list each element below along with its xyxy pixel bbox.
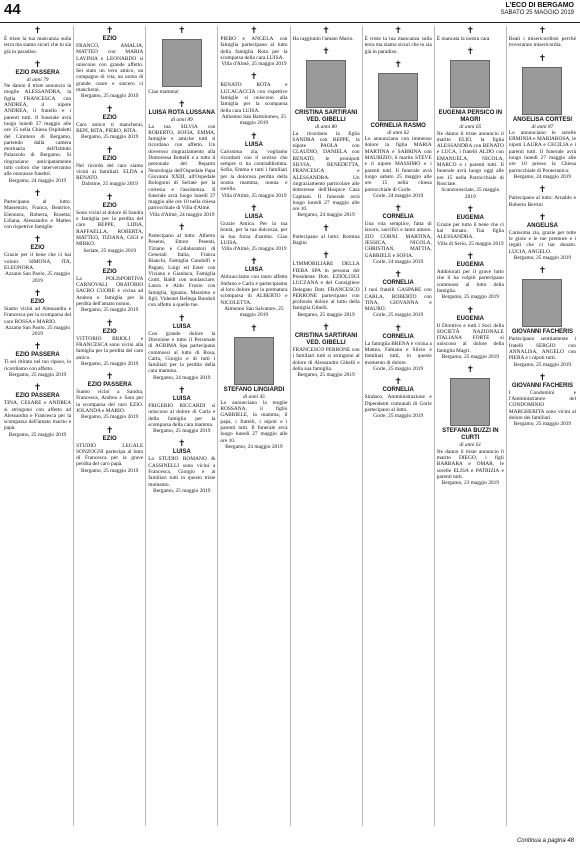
deceased-name: LUISA <box>172 395 191 402</box>
place-date: Bergamo, 24 maggio 2019 <box>8 177 67 184</box>
notice-text: Partecipano al lutto: Arnaldo e Roberto Berrini <box>508 195 576 208</box>
age-note: di anni 89 <box>170 117 193 124</box>
deceased-name: LUISA ROTA LUSSANA <box>148 110 216 117</box>
cross-icon: ✝ <box>538 212 547 223</box>
deceased-name: EUGENIA <box>456 262 484 269</box>
age-note: di anni 80 <box>315 124 337 131</box>
obituary-notice <box>437 365 504 488</box>
deceased-name: CRISTINA SARTIRANI VED. GIBELLI <box>294 333 358 347</box>
notice-text: Ti sei ritirato nel tuo riposo, lo ricordiamo con affetto. <box>4 359 72 372</box>
place-date: Villa d'Almè, 25 maggio 2019 <box>221 246 287 253</box>
cross-icon: ✝ <box>466 365 475 376</box>
notice-text: Lo annunciano le sorelle ERMINIA e MARIAROSA, le nipoti LAURA e CECILIA e i parenti tutti. Il funerale avrà luogo lunedì 27 maggio alle ore 10 presso la Chiesa parrocchiale di Ponteranica. <box>508 129 576 174</box>
deceased-name: LUISA <box>244 141 263 148</box>
deceased-name: EUGENIA <box>456 214 484 221</box>
obituary-notice <box>220 257 287 320</box>
notice-text: L'IMMOBILIARE DELLA FIERA SPA in persona del Presidente Dott. EZIOLUIGI LUCZANA e del Consigliere Delegato Dott. FRANCESCO PERRONE partecipano con profondo dolore al lutto della famiglia Gibelli. <box>292 261 360 312</box>
deceased-name: ANGELISA <box>526 222 558 229</box>
obituary-notice <box>365 377 432 421</box>
cross-icon: ✝ <box>250 323 258 334</box>
age-note: di anni 61 <box>459 442 482 449</box>
cross-icon: ✝ <box>250 203 258 214</box>
place-date: Bergamo, 24 maggio 2019 <box>297 212 355 219</box>
place-date: Bergamo, 25 maggio 2019 <box>513 361 572 368</box>
portrait-photo <box>378 73 418 121</box>
notice-text: Lo STUDIO ROMANO & CASSINELLI sono vicini a Francesca, Giorgio e ai familiari tutti in questo triste momento. <box>148 456 216 488</box>
notice-text: Partecipano al lutto: Alberto Pesenti, Ettore Pesenti, Tiziano e Collaboratori di Generali Italia, Franca Bianchi, Famiglia Gandolfi e Pagani, Luigi ed Ester con Viviana e Gianluca, Famiglia Gotti, Baldi con nonlasciare, Laura e Aldo Frosio con famiglia, Ignazio, Massimo e figli, Videotel Bellega Bondoli con affetto a quelle tue. <box>148 233 216 309</box>
notice-text: Ne danno il triste annuncio il marito DIEGO, i figli BARBARA e OMAR, le sorelle ELISA e PATRIZIA e parenti tutti. <box>436 448 504 480</box>
obituary-notice <box>220 72 287 128</box>
notice-text: Ha raggiunto l'amato Mario. <box>292 36 354 42</box>
place-date: Villa d'Almè, 25 maggio 2019 <box>221 61 287 68</box>
place-date: Gorle, 24 maggio 2019 <box>373 192 424 199</box>
obituary-notice <box>148 26 215 97</box>
portrait-photo <box>162 39 202 87</box>
cross-icon: ✝ <box>178 313 186 324</box>
place-date: Scanzorosciate, 25 maggio 2019 <box>441 187 500 200</box>
cross-icon: ✝ <box>466 26 475 36</box>
obituary-notice <box>365 270 432 320</box>
obituary-notice <box>4 235 71 285</box>
portrait-photo <box>522 67 562 115</box>
deceased-name: EZIO <box>30 298 45 305</box>
obituary-notice <box>365 204 432 267</box>
obituary-notice <box>293 323 360 380</box>
notice-text: Una vita semplice, fatta di lavoro, sacrifici e tanto amore. ZIO CORNI. MARTINA, JESSICA, NICOLA, CHRISTIAN, MATTIA, GABRIELE e SOFIA. <box>364 221 432 259</box>
notice-text: Grazie per il bene che ci hai voluto: SIMONA, ITA, ELEONORA. <box>4 252 72 272</box>
notice-text: FRANCESCO PERRONE con i familiari tutti si stringono al dolore di Alessandro Gibelli e della sua famiglia. <box>292 347 360 372</box>
obituary-notice <box>148 439 215 496</box>
notice-text: Sono vicini al dolore di Sandra e famiglia per la perdita del caro BEPPE, LIDIA, RAFFAELLA, ROBERTA, MATTEO, TIZIANA, GIGI e MIRKO. <box>76 209 144 248</box>
notice-text: La ricordano la figlia SANDRA con BEPPE, la nipote PAOLA con CLAUDIO, DANIELA con RENATO, le pronipoti SILVIA, BENEDETTA, FRANCESCA e ALESSANDRA. Un ringraziamento particolare alle dottoresse dell'Hospice Casa Capitani. Il funerale avrà luogo lunedì 27 maggio alle ore 10. <box>292 130 360 213</box>
place-date: Bergamo, 23 maggio 2019 <box>441 480 500 487</box>
obituary-notice <box>76 259 143 316</box>
obituary-notice <box>220 26 287 69</box>
deceased-name: LUISA <box>172 323 191 330</box>
cross-icon: ✝ <box>105 425 114 436</box>
obituary-columns <box>2 26 578 826</box>
notice-text: VITTORIO BRIOLI e FRANCESCA sono vicini alla famiglia per la perdita del caro amico. <box>76 335 144 361</box>
age-note: di anni 79 <box>26 76 49 83</box>
deceased-name: STEFANO LINGIARDI <box>223 386 285 393</box>
place-date: Bergamo, 24 maggio 2019 <box>513 173 572 180</box>
notice-text: Ne danno il triste annuncio il marito ELIO, la figlia ALESSANDRA con RENATO e LUCA, i fratelli ALDO con EMANUELA, NICOLA, MARCO e i parenti tutti. Il funerale avrà luogo oggi alle ore 15 nella Parrocchiale di Rosciate. <box>436 130 504 187</box>
cross-icon: ✝ <box>33 188 42 199</box>
notice-text: Carissima zia, vogliamo ricordarti con il sorriso che sempre ti ha contraddistinta. Sofia, Emma e tutti i familiari per la dolorosa perdita della nostra mamma, nonna e sorella. <box>220 148 288 193</box>
cross-icon: ✝ <box>322 323 330 334</box>
cross-icon: ✝ <box>33 235 42 246</box>
notice-text: È triste la tua mancanza sulla terra ma siamo sicuri che tu sia già in paradiso. <box>4 36 72 55</box>
place-date: Bergamo, 25 maggio 2019 <box>80 360 139 367</box>
deceased-name: EZIO <box>102 155 117 162</box>
place-date: Bergamo, 25 maggio 2019 <box>513 255 572 262</box>
obituary-notice <box>365 324 432 374</box>
obituary-notice <box>148 314 215 383</box>
obituary-notice <box>293 47 360 220</box>
deceased-name: LUISA <box>244 213 263 220</box>
place-date: Bergamo, 25 maggio 2019 <box>80 414 139 421</box>
cross-icon: ✝ <box>178 223 186 234</box>
notice-text: Partecipano al lutto: Massenzio, Franca, Beatrice, Eleonora, Roberta, Rosetta; Liliana, Alessandro e Matteo con rispettive famiglie <box>4 198 72 231</box>
cross-icon: ✝ <box>250 131 258 142</box>
obituary-notice <box>148 386 215 436</box>
deceased-name: STEFANIA BUZZI IN CURTI <box>442 428 499 442</box>
obituary-notice <box>509 373 576 430</box>
notice-text: I Condomini e l'Amministratore del CONDOMINIO MARGHERITA sono vicini al dolore dei familiari. <box>508 389 576 422</box>
cross-icon: ✝ <box>538 372 547 383</box>
cross-icon: ✝ <box>33 288 42 299</box>
cross-icon: ✝ <box>466 252 475 263</box>
cross-icon: ✝ <box>178 385 186 396</box>
cross-icon: ✝ <box>105 192 114 203</box>
notice-text: Grazie Amica. Per la tua bontà, per la tua dolcezza, per la tua forza d'animo. Ciao LUISA. <box>220 220 288 246</box>
cross-icon: ✝ <box>538 185 547 196</box>
obituary-notice <box>4 26 71 57</box>
obituary-notice <box>76 26 143 102</box>
cross-icon: ✝ <box>33 342 42 353</box>
deceased-name: GIOVANNI FACHERIS <box>511 329 574 336</box>
obituary-notice <box>365 60 432 201</box>
deceased-name: EZIO <box>102 36 117 42</box>
age-note: di anni 87 <box>531 123 554 130</box>
obituary-notice <box>293 251 360 320</box>
notice-text: Siamo vicini a Sandra, Francesca, Andrea e Sara per la scomparsa del caro EZIO. JOLANDA e MARIO. <box>76 389 144 414</box>
place-date: Bergamo, 25 maggio 2019 <box>80 93 139 100</box>
page-header <box>0 0 580 23</box>
place-date: Gorle, 24 maggio 2019 <box>373 258 424 265</box>
age-note: di anni 45 <box>243 393 265 400</box>
cross-icon: ✝ <box>394 377 402 388</box>
cross-icon: ✝ <box>105 145 114 156</box>
age-note: di anni 62 <box>387 129 410 136</box>
obituary-notice <box>4 189 71 232</box>
obituary-notice <box>76 319 143 369</box>
deceased-name: CORNELIA <box>382 214 414 221</box>
notice-text: STUDIO LEGALE SONZOGNI partecipa al lutto di Francesca per la grave perdita del caro papà. <box>76 442 144 468</box>
cross-icon: ✝ <box>250 72 258 83</box>
place-date: Bergamo, 25 maggio 2019 <box>441 354 500 361</box>
cross-icon: ✝ <box>178 100 186 111</box>
notice-text: La POLISPORTIVA CARNOVALI ORATORIO SACRO CUORE è vicina ad Andrea e famiglia per la perdita dell'amato nonno. <box>76 275 144 308</box>
place-date: Seriate, 25 maggio 2019 <box>83 247 137 254</box>
obituary-notice <box>509 266 576 369</box>
place-date: Bergamo, 25 maggio 2019 <box>80 467 139 474</box>
obituary-column <box>74 26 146 826</box>
notice-text: Caro amico ti mancherai, BEPI, RITA, PIERO, RITA. <box>76 121 144 134</box>
obituary-notice <box>4 60 71 186</box>
deceased-name: EZIO <box>102 268 117 275</box>
notice-text: Sindaco, Amministrazione e Dipendenti comunali di Gorle partecipano al lutto. <box>364 394 432 413</box>
place-date: Villa d'Almè, 24 maggio 2019 <box>149 211 215 218</box>
cross-icon: ✝ <box>394 204 402 215</box>
notice-text: Siamo vicini ad Alessandra e Francesca per la scomparsa del caro ROSSA e MARIO. <box>4 305 72 325</box>
notice-text: TINA, CESARE e ANDREA si stringono con affetto ad Alessandra e Francesca per la scomparsa dell'amato marito e papà. <box>4 400 72 432</box>
place-date: Azzano San Paolo, 25 maggio 2019 <box>5 324 71 338</box>
continued-note: Continua a pagina 48 <box>516 838 574 844</box>
place-date: Almenno San Bartolomeo, 25 maggio 2019 <box>221 113 287 127</box>
portrait-photo <box>306 60 346 108</box>
notice-text: FRIGERIO RICCARDI si uniscono al dolore di Carla e della famiglia per la scomparsa della cara mamma. <box>148 402 216 428</box>
cross-icon: ✝ <box>466 204 475 215</box>
obituary-notice <box>437 205 504 249</box>
deceased-name: CORNELIA <box>382 387 414 394</box>
place-date: Bergamo, 25 maggio 2019 <box>8 371 67 378</box>
deceased-name: LUISA <box>244 267 263 274</box>
deceased-name: EUGENIA <box>456 315 484 322</box>
cross-icon: ✝ <box>250 26 258 36</box>
obituary-notice <box>76 105 143 143</box>
notice-text: Grazie per tutto il bene che ci hai donato. Tua figlia ALESSANDRA. <box>436 221 504 241</box>
notice-text: Con grande dolore la Direzione e tutto il Personale di AGRIMA Spa partecipano commossi al lutto di Rosa, Carla, Giorgio e di tutti i familiari per la perdita della cara mamma. <box>148 330 216 375</box>
cross-icon: ✝ <box>394 59 402 70</box>
notice-text: Abbracciamo con tanto affetto Stefano e Carla e partecipiamo al loro dolore per la prematura scomparsa di ALBERTO e NICOLETTA. <box>220 274 288 306</box>
deceased-name: EUGENIA PERSICO IN MAGRI <box>438 110 503 124</box>
obituary-notice <box>437 306 504 363</box>
deceased-name: CORNELIA <box>382 333 414 340</box>
deceased-name: CORNELIA <box>382 280 414 287</box>
obituary-notice <box>4 383 71 440</box>
place-date: Bergamo, 25 maggio 2019 <box>297 311 355 318</box>
portrait-photo <box>450 378 490 426</box>
notice-text: Partecipano al lutto: Romina Bagini <box>292 233 360 247</box>
cross-icon: ✝ <box>178 26 186 36</box>
obituary-notice <box>509 54 576 183</box>
place-date: Dalmine, 25 maggio 2019 <box>81 181 138 188</box>
obituary-notice <box>220 324 287 453</box>
place-date: Bergamo, 25 maggio 2019 <box>441 294 500 301</box>
cross-icon: ✝ <box>322 26 330 36</box>
cross-icon: ✝ <box>33 383 42 394</box>
cross-icon: ✝ <box>538 266 547 277</box>
deceased-name: EZIO <box>30 245 45 252</box>
place-date: Azzano San Paolo, 25 maggio 2019 <box>5 271 71 284</box>
place-date: Villa di Serio, 25 maggio 2019 <box>437 240 504 247</box>
cross-icon: ✝ <box>394 270 402 281</box>
place-date: Villa d'Almè, 25 maggio 2019 <box>221 192 287 199</box>
place-date: Bergamo, 25 maggio 2019 <box>153 487 211 494</box>
obituary-notice <box>509 213 576 263</box>
obituary-column <box>2 26 74 826</box>
notice-text: Lo annunciano con immenso dolore la figlia MARIA MARTINA e SABRINA con MAURIZIO, il marito STEVE e il nipote MASSIMO e i parenti tutti. Il funerale avrà luogo sabato 25 maggio alle ore 15 nella chiesa parrocchiale di Gorle. <box>364 136 432 193</box>
deceased-name: EZIO PASSERA <box>87 382 132 389</box>
place-date: Bergamo, 25 maggio 2019 <box>8 431 67 438</box>
deceased-name: EZIO PASSERA <box>15 69 60 76</box>
deceased-name: EZIO <box>102 114 117 121</box>
obituary-notice <box>437 26 504 44</box>
deceased-name: EZIO PASSERA <box>15 352 60 359</box>
cross-icon: ✝ <box>105 372 114 383</box>
obituary-notice <box>437 47 504 202</box>
cross-icon: ✝ <box>466 305 475 316</box>
publication-name: L'ECO DI BERGAMO <box>505 2 574 9</box>
place-date: Gorle, 25 maggio 2019 <box>373 413 424 420</box>
deceased-name: CORNELIA RASMO <box>370 122 426 129</box>
notice-text: PIERO e ANGELA con famiglia partecipano al lutto della famiglia Rota per la scomparsa della cara LUISA. <box>220 36 288 61</box>
obituary-notice <box>76 372 143 422</box>
cross-icon: ✝ <box>33 59 42 70</box>
obituary-notice <box>148 223 215 311</box>
page-number: 44 <box>4 1 21 18</box>
cross-icon: ✝ <box>394 26 402 36</box>
cross-icon: ✝ <box>105 258 114 269</box>
notice-text: La tua SILVIA con ROBERTO, SOFIA, EMMA, famiglie e amiche tutti ti ricordano con affetto. Un doveroso ringraziamento alla Dottoressa Bottelli e a tutto il personale del Reparto Neurologia dell'Ospedale Papa Giovanni XXIII, all'Ospedale Bolognini di Seriate per la cortesia e l'assistenza. Il funerale avrà luogo lunedì 27 maggio alle ore 10 nella chiesa parrocchiale di Villa d'Almè. <box>148 123 216 212</box>
obituary-column <box>363 26 435 826</box>
obituary-column <box>218 26 290 826</box>
notice-text: Beati i misericordiosi perché troveranno misericordia. <box>508 36 576 49</box>
obituary-notice <box>509 185 576 210</box>
deceased-name: EZIO PASSERA <box>15 393 60 400</box>
obituary-notice <box>76 426 143 476</box>
place-date: Bergamo, 25 maggio 2019 <box>297 372 355 379</box>
cross-icon: ✝ <box>33 26 42 36</box>
portrait-photo <box>522 279 562 327</box>
obituary-notice <box>293 26 360 44</box>
cross-icon: ✝ <box>538 53 547 64</box>
notice-text: FRANCO, AMALIA, MATTEO con MARIA LAVINIA e LEONARDO si uniscono con grande affetto. Sei stato un vero amico, un compagno di vita, un uomo di grande cuore e sincero ci mancherai. <box>76 43 144 94</box>
place-date: Gorle, 25 maggio 2019 <box>373 312 424 319</box>
place-date: Bergamo, 25 maggio 2019 <box>153 428 211 435</box>
obituary-column <box>507 26 578 826</box>
obituary-notice <box>4 289 71 339</box>
notice-text: Nel ricordo del caro siamo vicini ai familiari. ELDA e RENATO. <box>76 162 144 182</box>
notice-text: È triste la tua mancanza sulla terra ma siamo sicuri che tu sia già in paradiso. <box>364 36 432 55</box>
obituary-column <box>435 26 507 826</box>
obituary-notice <box>148 100 215 220</box>
obituary-notice <box>220 132 287 201</box>
notice-text: È mancata la nostra cara <box>436 36 490 42</box>
cross-icon: ✝ <box>322 223 330 234</box>
cross-icon: ✝ <box>322 251 330 262</box>
place-date: Bergamo, 25 maggio 2019 <box>80 134 139 141</box>
place-date: Bergamo, 24 maggio 2019 <box>225 443 283 450</box>
obituary-notice <box>365 26 432 57</box>
obituary-notice <box>220 204 287 254</box>
place-date: Bergamo, 24 maggio 2019 <box>153 374 211 381</box>
deceased-name: CRISTINA SARTIRANI VED. GIBELLI <box>294 110 358 124</box>
notice-text: Addolorati per il grave lutto che li ha colpiti partecipano commossi al lutto della famiglia. <box>436 269 504 294</box>
place-date: Gorle, 25 maggio 2019 <box>373 365 424 372</box>
notice-text: Ne danno il triste annuncio la moglie ALESSANDRA, la figlia FRANCESCA con ANDREA, il nipote ANDREA, il fratello e i parenti tutti. Il funerale avrà luogo lunedì 27 maggio alle ore 15 nella Chiesa Ospitaletti del Cimitero di Bergamo, partendo dalla camera mortuaria dell'Istituto Palazzolo di Bergamo. Si ringraziano anticipatamente tutti coloro che interverranno alle onoranze funebri. <box>4 83 72 178</box>
cross-icon: ✝ <box>250 257 258 268</box>
portrait-photo <box>234 337 274 385</box>
cross-icon: ✝ <box>538 26 547 36</box>
notice-text: I tuoi fratelli GASPARE con CARLA, ROBERTO con TINA, GIOVANNA e MAURO. <box>364 287 432 313</box>
place-date: Bergamo, 25 maggio 2019 <box>80 307 139 314</box>
obituary-notice <box>76 193 143 256</box>
deceased-name: LUISA <box>172 449 191 456</box>
obituary-notice <box>437 252 504 302</box>
deceased-name: EZIO <box>102 435 117 442</box>
deceased-name: EZIO <box>102 328 117 335</box>
notice-text: Lo annunciano la moglie ROSSANA, il figlio GABRIELE, la mamma, il papà, i fratelli, i nipoti e i parenti tutti. Il funerale avrà luogo lunedì 27 maggio alle ore 10. <box>220 399 288 444</box>
deceased-name: EZIO <box>102 202 117 209</box>
place-date: Almenno San Salvatore, 25 maggio 2019 <box>224 305 284 319</box>
notice-text: Carissima zia, grazie per tutte le gioie e le tue premure e i regali che ci hai donato. LUCIA, ANGELO. <box>508 229 576 255</box>
deceased-name: GIOVANNI FACHERIS <box>511 382 574 389</box>
obituary-column <box>291 26 363 826</box>
cross-icon: ✝ <box>178 439 186 450</box>
notice-text: La famiglia BRENA è vicina a Mattea, Fabiana e Silvio e familiari tutti, in questo momento di dolore. <box>364 340 432 366</box>
cross-icon: ✝ <box>394 323 402 334</box>
publication-info <box>501 2 574 17</box>
portrait-photo <box>450 60 490 108</box>
cross-icon: ✝ <box>105 318 114 329</box>
notice-text: RENATO ROTA e LUCACACCIA con rispettive famiglie si uniscono alla famiglia per la scomparsa della cara LUISA. <box>220 82 288 114</box>
cross-icon: ✝ <box>466 47 475 58</box>
obituary-notice <box>509 26 576 51</box>
publication-date: SABATO 25 MAGGIO 2019 <box>500 10 574 16</box>
obituary-notice <box>293 224 360 249</box>
cross-icon: ✝ <box>105 26 114 36</box>
notice-text: Partecipano sentitamente i fratelli SERGIO con ANNALISA, ANGELO con PIERA e i nipoti tutti. <box>508 336 576 362</box>
place-date: Bergamo, 25 maggio 2019 <box>513 421 572 428</box>
notice-text: Il Direttivo e tutti i Soci della SOCIETÀ NAZIONALE ITALIANA FORTE si uniscono al dolore della famiglia Magri. <box>436 322 504 354</box>
obituary-notice <box>4 342 71 380</box>
cross-icon: ✝ <box>322 47 330 58</box>
cross-icon: ✝ <box>105 104 114 115</box>
obituary-column <box>146 26 218 826</box>
age-note: di anni 65 <box>459 124 482 131</box>
deceased-name: ANGELISA CORTESI <box>512 116 572 123</box>
obituary-notice <box>76 146 143 190</box>
notice-text: Ciao mamma! <box>148 89 179 95</box>
